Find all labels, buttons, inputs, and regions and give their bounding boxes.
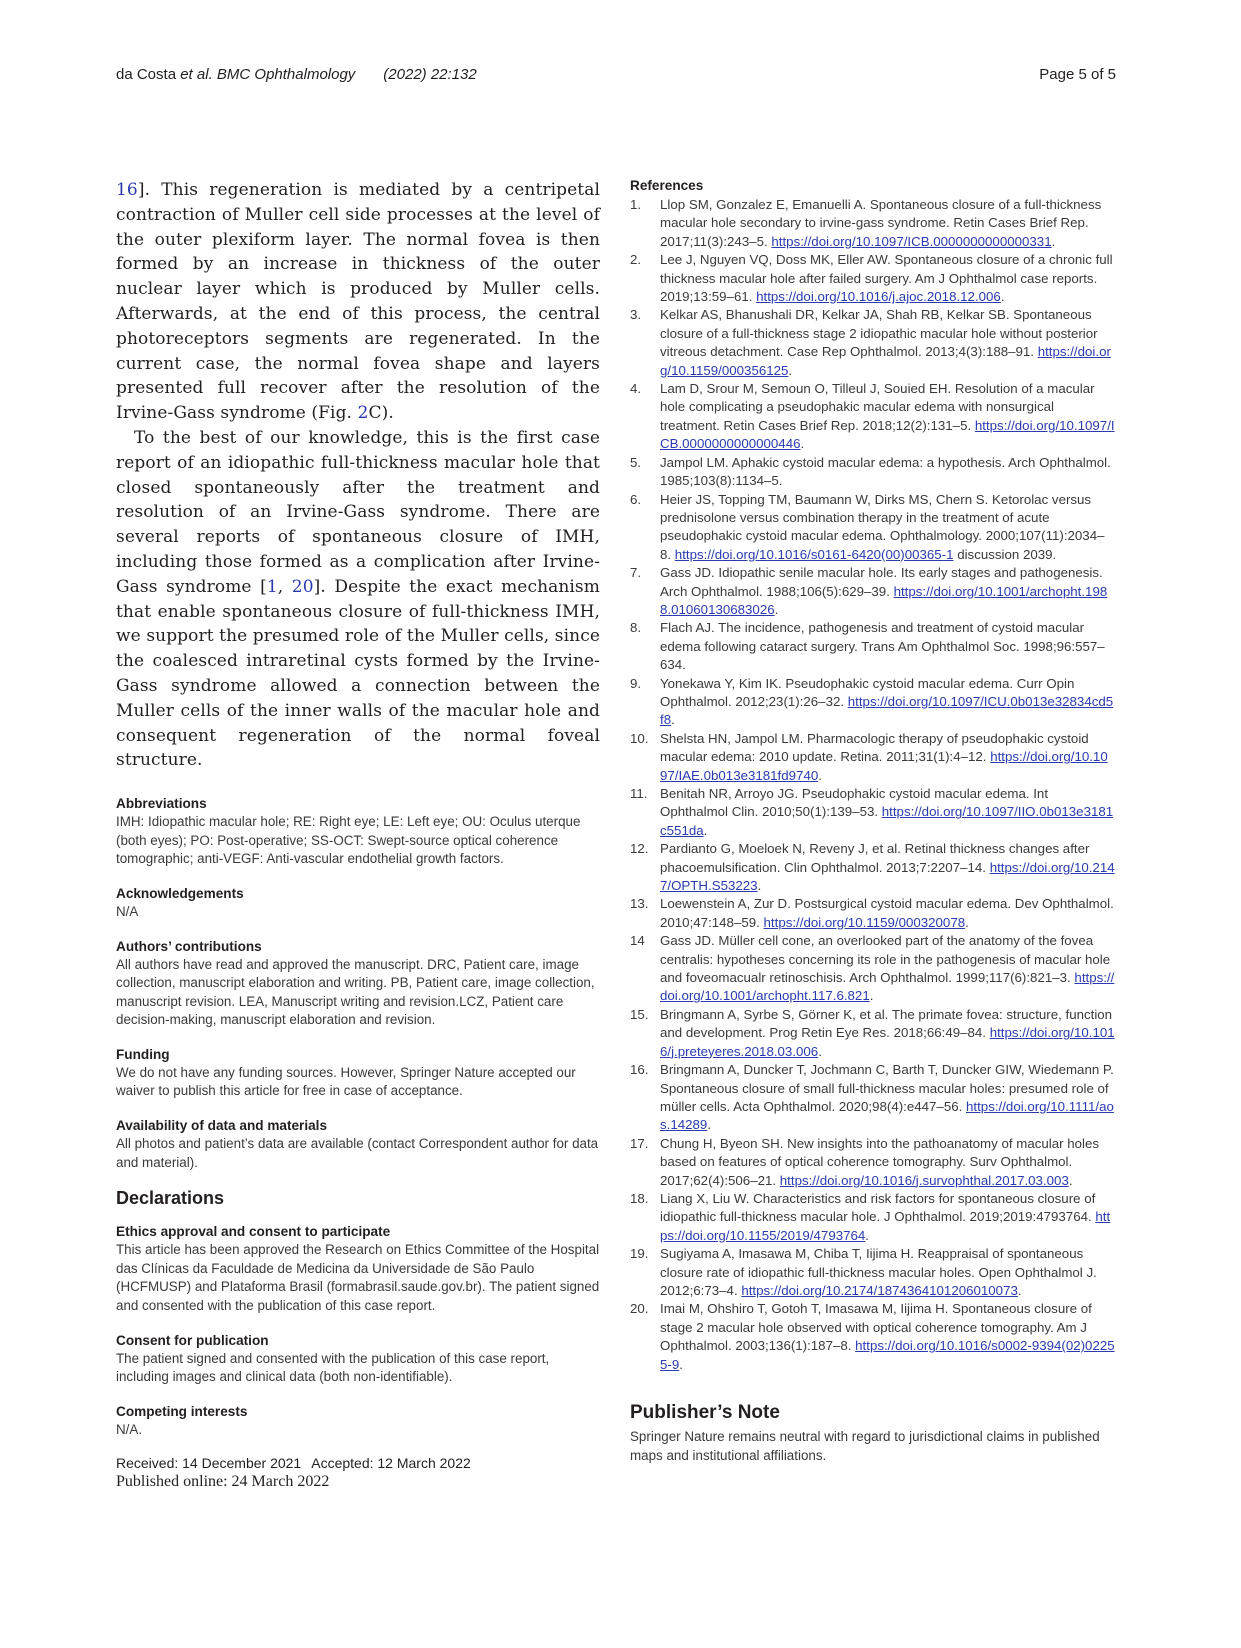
reference-item [630,619,1115,674]
reference-number: 17. [630,1135,649,1151]
reference-text: Chung H, Byeon SH. New insights into the pathoanatomy of macular holes based on features of optical coherence tomography. Surv Ophthalmol. 2017;62(4):506–21. [660,1135,1100,1188]
reference-tail: . [1000,289,1005,305]
reference-text: Loewenstein A, Zur D. Postsurgical cystoid macular edema. Dev Ophthalmol. 2010;47:148–59. [660,896,1114,930]
reference-number: 2. [630,252,642,268]
reference-doi-link[interactable]: https://doi.org/10.1001/archopht.1988.01060130683026 [660,583,1108,617]
reference-doi-link[interactable]: https://doi.org/10.1155/2019/4793764 [660,1209,1111,1243]
ethics-section [116,1223,600,1315]
reference-tail: . [703,822,708,838]
funding-heading: Funding [116,1046,170,1062]
reference-tail: . [1017,1282,1022,1298]
publisher-note-heading: Publisher’s Note [630,1402,780,1423]
reference-tail: . [788,362,793,378]
reference-number: 19. [630,1246,649,1262]
reference-number: 14 [630,933,645,949]
reference-item [630,564,1115,619]
declarations-heading: Declarations [116,1188,225,1209]
consent-section [116,1332,600,1387]
reference-item [630,251,1115,306]
reference-doi-link[interactable]: https://doi.org/10.1111/aos.14289 [660,1098,1114,1133]
reference-item [630,454,1115,491]
contributions-text: All authors have read and approved the manuscript. DRC, Patient care, image collection, manuscript elaboration and writing. PB, Patient care, image collection, manuscript revision. LEA, Manuscript writing and revision.LCZ, Patient care decision-making, manuscript elaboration and revision. [116,956,595,1028]
reference-number: 4. [630,381,642,397]
reference-item [630,1245,1115,1300]
header-issue: (2022) 22:132 [383,66,477,83]
reference-item [630,785,1115,840]
competing-section [116,1403,600,1440]
reference-text: Lam D, Srour M, Semoun O, Tilleul J, Souied EH. Resolution of a macular hole complicating a pseudophakic macular edema with nonsurgical treatment. Retin Cases Brief Rep. 2018;12(2):131–5. [660,381,1095,433]
reference-number: 11. [630,786,648,801]
reference-number: 6. [630,491,642,507]
references-heading: References [630,178,704,193]
contributions-section [116,938,600,1030]
reference-item [630,840,1115,895]
reference-tail: . [865,1227,869,1243]
reference-item [630,380,1115,454]
ethics-text: This article has been approved the Research on Ethics Committee of the Hospital das Clínicas da Faculdade de Medicina da Universidade de São Paulo (HCFMUSP) and Plataforma Brasil (formabrasil.saude.gov.br). The patient signed and consented with the publication of this case report. [116,1242,600,1314]
reference-text: Yonekawa Y, Kim IK. Pseudophakic cystoid macular edema. Curr Opin Ophthalmol. 2012;23(1):26–32. [660,675,1075,709]
left-column [116,178,600,1491]
reference-text: Kelkar AS, Bhanushali DR, Kelkar JA, Shah RB, Kelkar SB. Spontaneous closure of a full-thickness stage 2 idiopathic macular hole without posterior vitreous detachment. Case Rep Ophthalmol. 2013;4(3):188–91. [660,307,1098,360]
dates-received-accepted [116,1455,600,1471]
reference-doi-link[interactable]: https://doi.org/10.1016/s0002-9394(02)02255-9 [660,1338,1115,1372]
reference-number: 16. [630,1062,649,1078]
reference-tail: . [818,1043,822,1059]
reference-doi-link[interactable]: https://doi.org/10.1016/j.survophthal.2017.03.003 [779,1172,1069,1188]
availability-heading: Availability of data and materials [116,1118,328,1134]
reference-doi-link[interactable]: https://doi.org/10.2174/1874364101206010073 [741,1282,1018,1298]
abbreviations-heading: Abbreviations [116,796,207,812]
reference-text: Bringmann A, Syrbe S, Görner K, et al. The primate fovea: structure, function and development. Prog Retin Eye Res. 2018;66:49–84. [660,1006,1113,1041]
reference-number: 8. [630,620,642,636]
reference-number: 15. [630,1006,649,1022]
reference-doi-link[interactable]: https://doi.org/10.1159/000356125 [660,344,1111,378]
consent-heading: Consent for publication [116,1332,269,1348]
reference-number: 1. [630,197,642,212]
consent-text: The patient signed and consented with the publication of this case report, including images and clinical data (both non-identifiable). [116,1350,550,1385]
reference-number: 13. [630,896,649,912]
reference-number: 3. [630,307,642,323]
reference-doi-link[interactable]: https://doi.org/10.1016/j.preteyeres.2018.03.006 [660,1025,1115,1059]
reference-item [630,1006,1115,1061]
reference-number: 18. [630,1190,649,1206]
reference-tail: . [800,436,805,452]
reference-text: Heier JS, Topping TM, Baumann W, Dirks MS, Chern S. Ketorolac versus prednisolone versus combination therapy in the treatment of acute pseudophakic cystoid macular edema. Ophthalmology. 2000;107(11):2034–8. [660,491,1105,562]
reference-tail: . [818,767,822,783]
published-date: Published online: 24 March 2022 [116,1473,330,1491]
acknowledgements-text: N/A [116,903,139,919]
reference-tail: . [671,712,675,728]
reference-tail: . [757,878,762,894]
reference-item [630,306,1115,380]
figure-link-2[interactable]: 2 [357,403,369,424]
reference-text: Pardianto G, Moeloek N, Reveny J, et al. Retinal thickness changes after phacoemulsification. Clin Ophthalmol. 2013;7:2207–14. [660,841,1090,875]
reference-doi-link[interactable]: https://doi.org/10.1016/j.ajoc.2018.12.006 [756,289,1001,305]
right-column [630,178,1115,1465]
reference-number: 10. [630,730,649,746]
reference-text: Gass JD. Müller cell cone, an overlooked part of the anatomy of the fovea centralis: hypotheses concerning its role in the pathogenesis of macular hole and foveomacualr retinoschisis. Arch Ophthalmol. 1999;117(6):821–3. [660,933,1111,986]
reference-number: 9. [630,675,642,691]
reference-tail: . [707,1117,712,1133]
reference-number: 7. [630,565,642,581]
funding-text: We do not have any funding sources. However, Springer Nature accepted our waiver to publish this article for free in case of acceptance. [116,1064,576,1099]
received-date: Received: 14 December 2021 [116,1455,302,1472]
reference-doi-link[interactable]: https://doi.org/10.2147/OPTH.S53223 [660,859,1115,894]
reference-item [630,196,1115,251]
reference-item [630,1135,1115,1190]
accepted-date: Accepted: 12 March 2022 [311,1455,471,1472]
reference-item [630,675,1115,730]
reference-text: Liang X, Liu W. Characteristics and risk factors for spontaneous closure of idiopathic full-thickness macular hole. J Ophthalmol. 2019;2019:4793764. [660,1190,1096,1225]
reference-item [630,1061,1115,1135]
reference-doi-link[interactable]: https://doi.org/10.1097/IIO.0b013e3181c551da [660,804,1114,838]
publisher-note-text: Springer Nature remains neutral with regard to jurisdictional claims in published maps and institutional affiliations. [630,1429,1100,1463]
body-paragraph-2: To the best of our knowledge, this is the first case report of an idiopathic full-thickness macular hole that closed spontaneously after the treatment and resolution of an Irvine-Gass syndrome. There are several reports of spontaneous closure of IMH, including those formed as a complication after Irvine-Gass syndrome [1, 20]. Despite the exact mechanism that enable spontaneous closure of full-thickness IMH, we support the presumed role of the Muller cells, since the coalesced intraretinal cysts formed by the Irvine-Gass syndrome allowed a connection between the Muller cells of the inner walls of the macular hole and consequent regeneration of the normal foveal structure. [116,427,600,771]
reference-number: 5. [630,454,642,470]
reference-text: Gass JD. Idiopathic senile macular hole. Its early stages and pathogenesis. Arch Ophthalmol. 1988;106(5):629–39. [660,565,1103,599]
availability-section [116,1117,600,1172]
reference-tail: . [965,914,969,930]
reference-item [630,932,1115,1006]
reference-item [630,1300,1115,1374]
reference-doi-link[interactable]: https://doi.org/10.1097/ICB.0000000000000446 [660,417,1115,452]
reference-tail: . [679,1356,683,1372]
citation-link-1[interactable]: 1 [266,576,278,597]
reference-tail: . [1068,1172,1073,1188]
header-author: da Costa [116,66,181,83]
reference-text: Lee J, Nguyen VQ, Doss MK, Eller AW. Spontaneous closure of a chronic full thickness macular hole after failed surgery. Am J Ophthalmol case reports. 2019;13:59–61. [660,252,1113,305]
reference-item [630,895,1115,932]
reference-item [630,730,1115,785]
reference-text: Shelsta HN, Jampol LM. Pharmacologic therapy of pseudophakic cystoid macular edema: 2010 update. Retina. 2011;31(1):4–12. [660,730,1089,765]
reference-tail: . [1051,233,1056,249]
reference-tail: . [774,601,779,617]
citation-link-20[interactable]: 20 [291,576,314,597]
reference-text: Sugiyama A, Imasawa M, Chiba T, Iijima H. Reappraisal of spontaneous closure rate of idiopathic full-thickness macular holes. Open Ophthalmol J. 2012;6:73–4. [660,1246,1097,1298]
reference-tail: . [869,988,874,1004]
reference-doi-link[interactable]: https://doi.org/10.1097/ICU.0b013e32834cd5f8 [660,693,1114,728]
abbreviations-text: IMH: Idiopathic macular hole; RE: Right eye; LE: Left eye; OU: Oculus uterque (both eyes); PO: Post-operative; SS-OCT: Swept-source optical coherence tomographic; anti-VEGF: Anti-vascular endothelial growth factors. [116,814,581,867]
reference-number: 20. [630,1301,649,1317]
reference-text: Jampol LM. Aphakic cystoid macular edema: a hypothesis. Arch Ophthalmol. 1985;103(8):1134–5. [660,454,1111,489]
page-number: Page 5 of 5 [1039,66,1116,83]
abbreviations-section [116,795,600,869]
reference-doi-link[interactable]: https://doi.org/10.1097/IAE.0b013e3181fd9740 [660,749,1108,783]
reference-list [630,196,1115,1374]
acknowledgements-heading: Acknowledgements [116,885,244,901]
reference-text: Benitah NR, Arroyo JG. Pseudophakic cystoid macular edema. Int Ophthalmol Clin. 2010;50(1):139–53. [660,786,1049,820]
reference-text: Bringmann A, Duncker T, Jochmann C, Barth T, Duncker GIW, Wiedemann P. Spontaneous closure of small full-thickness macular holes: presumed role of müller cells. Acta Ophthalmol. 2020;98(4):e447–56. [660,1062,1114,1114]
funding-section [116,1046,600,1101]
running-header [116,66,477,83]
contributions-heading: Authors’ contributions [116,938,262,954]
body-paragraph-1: 16]. This regeneration is mediated by a centripetal contraction of Muller cell side processes at the level of the outer plexiform layer. The normal fovea is then formed by an increase in thickness of the outer nuclear layer which is produced by Muller cells. Afterwards, at the end of this process, the central photoreceptors segments are regenerated. In the current case, the normal fovea shape and layers presented full recover after the resolution of the Irvine-Gass syndrome (Fig. 2C). [116,180,600,424]
availability-text: All photos and patient’s data are available (contact Correspondent author for data and material). [116,1136,599,1170]
reference-number: 12. [630,841,649,857]
citation-link-16[interactable]: 16 [116,180,138,200]
reference-doi-link[interactable]: https://doi.org/10.1159/000320078 [763,914,966,930]
reference-tail: discussion 2039. [953,546,1057,562]
competing-text: N/A. [116,1421,143,1437]
ethics-heading: Ethics approval and consent to participate [116,1224,391,1240]
reference-doi-link[interactable]: https://doi.org/10.1001/archopht.117.6.821 [660,970,1115,1004]
reference-text: Flach AJ. The incidence, pathogenesis and treatment of cystoid macular edema following cataract surgery. Trans Am Ophthalmol Soc. 1998;96:557–634. [660,620,1105,673]
reference-doi-link[interactable]: https://doi.org/10.1016/s0161-6420(00)00365-1 [674,546,954,562]
acknowledgements-section [116,885,600,922]
reference-item [630,1190,1115,1245]
header-journal: et al. BMC Ophthalmology [180,66,356,83]
reference-doi-link[interactable]: https://doi.org/10.1097/ICB.0000000000000331 [771,233,1052,249]
competing-heading: Competing interests [116,1403,248,1419]
reference-text: Imai M, Ohshiro T, Gotoh T, Imasawa M, Iijima H. Spontaneous closure of stage 2 macular hole observed with optical coherence tomography. Am J Ophthalmol. 2003;136(1):187–8. [660,1301,1092,1354]
reference-text: Llop SM, Gonzalez E, Emanuelli A. Spontaneous closure of a full-thickness macular hole secondary to irvine-gass syndrome. Retin Cases Brief Rep. 2017;11(3):243–5. [660,197,1102,249]
reference-item [630,491,1115,565]
